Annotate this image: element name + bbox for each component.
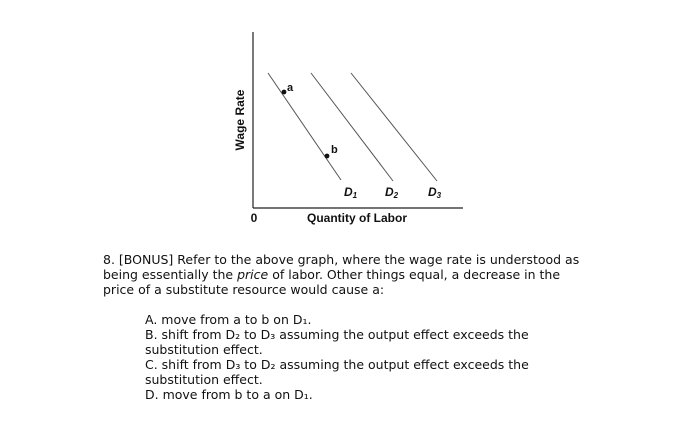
option-d[interactable]: D. move from b to a on D₁. [145, 387, 313, 402]
curve-label-d2: D2 [385, 185, 399, 200]
x-axis-label: Quantity of Labor [307, 211, 407, 225]
option-a[interactable]: A. move from a to b on D₁. [145, 312, 312, 327]
option-c[interactable]: C. shift from D₃ to D₂ assuming the output effect exceeds the substitution effect. [145, 357, 529, 387]
point-a-label: a [287, 82, 294, 94]
demand-curve-d3 [351, 73, 437, 181]
curve-label-d1: D1 [344, 185, 358, 200]
bonus-tag: [BONUS] [118, 252, 174, 267]
curve-label-d3: D3 [428, 185, 442, 200]
demand-curve-d1 [268, 73, 341, 180]
point-b [325, 154, 330, 159]
y-axis-label: Wage Rate [233, 89, 247, 151]
question-text [103, 252, 583, 297]
question-number: 8. [103, 252, 115, 267]
question-italic-word: price [237, 267, 269, 282]
point-a [282, 90, 287, 95]
question-body-end: of labor. Other things equal, a decrease in the price of a substitute resource would cause a: [103, 267, 561, 297]
origin-label: 0 [250, 211, 258, 225]
question-body: Refer to the above graph, where the wage rate is understood as being essentially the [103, 252, 580, 282]
answer-options [145, 312, 585, 402]
demand-curve-d2 [311, 73, 393, 181]
option-b[interactable]: B. shift from D₂ to D₃ assuming the output effect exceeds the substitution effect. [145, 327, 529, 357]
point-b-label: b [331, 144, 338, 156]
